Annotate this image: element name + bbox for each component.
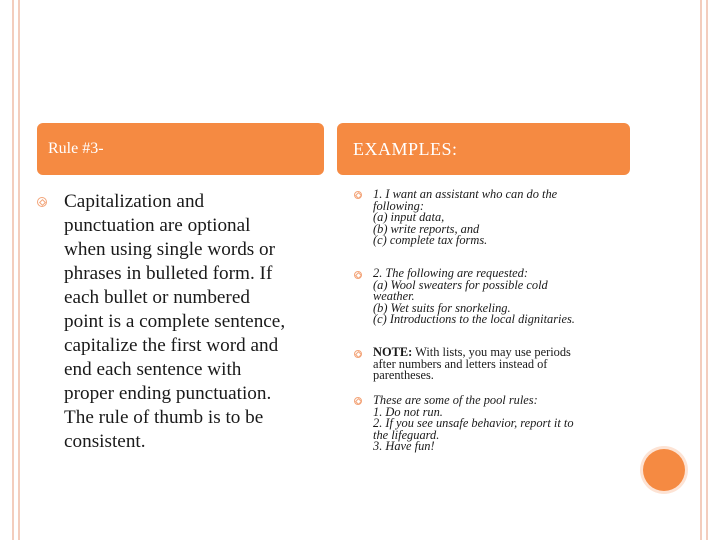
decorative-circle-icon	[643, 449, 685, 491]
rule-line: phrases in bulleted form. If	[64, 263, 273, 284]
example-line: 1. Do not run.	[373, 404, 443, 419]
example-item	[373, 395, 628, 453]
example-line: 1. I want an assistant who can do the	[373, 187, 558, 201]
note-item	[373, 347, 628, 382]
example-line: (c) Introductions to the local dignitaries.	[373, 312, 575, 327]
rule-line: proper ending punctuation.	[64, 383, 272, 404]
note-text: after numbers and letters instead of	[373, 356, 548, 371]
example-line: the lifeguard.	[373, 427, 440, 442]
example-line: 3. Have fun!	[373, 439, 435, 454]
bullet-icon	[37, 197, 47, 207]
example-item	[373, 268, 628, 326]
example-line: following:	[373, 198, 424, 213]
bullet-icon	[354, 271, 362, 279]
rule-line: point is a complete sentence,	[64, 311, 286, 332]
left-border-line	[18, 0, 20, 540]
right-border-line	[700, 0, 702, 540]
note-text: parentheses.	[373, 368, 434, 383]
example-line: 2. The following are requested:	[373, 266, 528, 280]
right-border-line	[706, 0, 708, 540]
rule-line: punctuation are optional	[64, 215, 251, 236]
example-line: These are some of the pool rules:	[373, 393, 538, 407]
example-line: weather.	[373, 289, 415, 304]
examples-heading: EXAMPLES:	[353, 138, 458, 159]
example-item	[373, 189, 628, 247]
rule-line: Capitalization and	[64, 191, 205, 212]
examples-header	[337, 123, 630, 175]
bullet-icon	[354, 350, 362, 358]
rule-line: capitalize the first word and	[64, 335, 279, 356]
rule-text	[64, 190, 326, 454]
left-border-line	[12, 0, 14, 540]
bullet-icon	[354, 191, 362, 199]
note-label: NOTE:	[373, 345, 413, 359]
bullet-icon	[354, 397, 362, 405]
example-line: (b) write reports, and	[373, 221, 480, 236]
note-text: With lists, you may use periods	[412, 345, 571, 359]
example-line: 2. If you see unsafe behavior, report it to	[373, 416, 574, 431]
rule-header	[37, 123, 324, 175]
example-line: (a) Wool sweaters for possible cold	[373, 277, 548, 292]
example-line: (a) input data,	[373, 210, 445, 225]
rule-line: The rule of thumb is to be	[64, 407, 264, 428]
rule-line: end each sentence with	[64, 359, 242, 380]
rule-line: consistent.	[64, 431, 146, 452]
rule-heading: Rule #3-	[48, 140, 104, 157]
example-line: (b) Wet suits for snorkeling.	[373, 300, 511, 315]
rule-line: when using single words or	[64, 239, 276, 260]
rule-line: each bullet or numbered	[64, 287, 250, 308]
example-line: (c) complete tax forms.	[373, 233, 488, 248]
